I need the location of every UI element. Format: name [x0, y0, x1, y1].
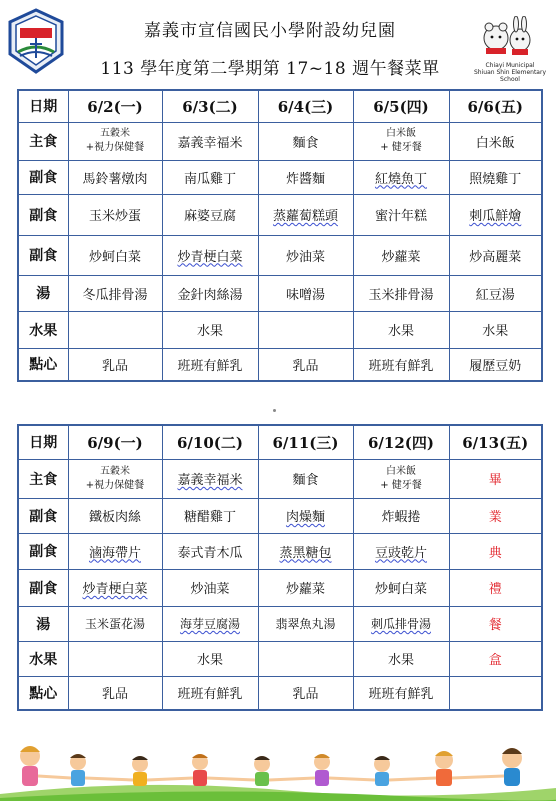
- date-row: [18, 425, 542, 459]
- snack-label: 點心: [18, 676, 68, 710]
- menu-cell: 翡翠魚丸湯: [258, 606, 353, 641]
- graduation-char: 餐: [449, 606, 542, 641]
- menu-cell: 炒油菜: [258, 235, 353, 275]
- menu-cell: 麵食: [258, 459, 353, 498]
- menu-cell: [68, 311, 162, 348]
- graduation-char: 典: [449, 533, 542, 569]
- menu-cell: 炒蚵白菜: [353, 569, 449, 606]
- menu-cell: 玉米蛋花湯: [68, 606, 162, 641]
- day-header: 6/2(一): [68, 90, 162, 122]
- graduation-char: 畢: [449, 459, 542, 498]
- menu-title: 113 學年度第二學期第 17~18 週午餐菜單: [100, 59, 440, 79]
- week1-menu-table: [17, 89, 543, 382]
- menu-cell: 炒青梗白菜: [162, 235, 258, 275]
- snack-row: [18, 676, 542, 710]
- menu-cell: 水果: [449, 311, 542, 348]
- menu-cell: 蜜汁年糕: [353, 194, 449, 235]
- menu-cell: 乳品: [258, 348, 353, 381]
- page-header: [0, 0, 556, 84]
- menu-cell: 肉燥麵: [258, 498, 353, 533]
- menu-cell: 乳品: [258, 676, 353, 710]
- day-header: 6/5(四): [353, 90, 449, 122]
- menu-cell: 馬鈴薯燉肉: [68, 160, 162, 194]
- side1-row: [18, 160, 542, 194]
- week2-menu-table: [17, 424, 543, 711]
- menu-cell: 水果: [162, 311, 258, 348]
- menu-cell: 五穀米 +視力保健餐: [68, 122, 162, 160]
- menu-cell: 炒青梗白菜: [68, 569, 162, 606]
- menu-cell: 麻婆豆腐: [162, 194, 258, 235]
- menu-cell: 照燒雞丁: [449, 160, 542, 194]
- day-header: 6/6(五): [449, 90, 542, 122]
- menu-cell: 南瓜雞丁: [162, 160, 258, 194]
- menu-cell: 麵食: [258, 122, 353, 160]
- date-row: [18, 90, 542, 122]
- menu-cell: 班班有鮮乳: [162, 348, 258, 381]
- children-illustration: [0, 738, 556, 801]
- menu-cell: 蒸黑糖包: [258, 533, 353, 569]
- menu-cell: 紅燒魚丁: [353, 160, 449, 194]
- fruit-label: 水果: [18, 641, 68, 676]
- menu-cell: 味噌湯: [258, 275, 353, 311]
- menu-cell: 炒油菜: [162, 569, 258, 606]
- snack-label: 點心: [18, 348, 68, 381]
- menu-cell: 泰式青木瓜: [162, 533, 258, 569]
- menu-cell: 水果: [353, 311, 449, 348]
- menu-cell: [258, 641, 353, 676]
- side1-row: [18, 498, 542, 533]
- side-label: 副食: [18, 569, 68, 606]
- menu-cell: 水果: [353, 641, 449, 676]
- menu-cell: 五穀米 +視力保健餐: [68, 459, 162, 498]
- menu-cell: 履歷豆奶: [449, 348, 542, 381]
- menu-cell: [258, 311, 353, 348]
- day-header: 6/4(三): [258, 90, 353, 122]
- menu-cell: 班班有鮮乳: [353, 676, 449, 710]
- menu-cell: 白米飯 + 健牙餐: [353, 459, 449, 498]
- menu-cell: 鐵板肉絲: [68, 498, 162, 533]
- graduation-char: 業: [449, 498, 542, 533]
- side3-row: [18, 235, 542, 275]
- fruit-row: [18, 311, 542, 348]
- graduation-char: 禮: [449, 569, 542, 606]
- side-label: 副食: [18, 194, 68, 235]
- fruit-row: [18, 641, 542, 676]
- school-logo: [6, 8, 66, 74]
- school-english-name: Chiayi Municipal Shiuan Shin Elementary School: [474, 62, 546, 83]
- menu-cell: 乳品: [68, 676, 162, 710]
- side-label: 副食: [18, 160, 68, 194]
- staple-row: [18, 459, 542, 498]
- day-header: 6/9(一): [68, 425, 162, 459]
- menu-cell: 冬瓜排骨湯: [68, 275, 162, 311]
- menu-cell: 炸醬麵: [258, 160, 353, 194]
- menu-cell: 刺瓜鮮燴: [449, 194, 542, 235]
- menu-cell: 海芽豆腐湯: [162, 606, 258, 641]
- menu-cell: 玉米排骨湯: [353, 275, 449, 311]
- menu-cell: [449, 676, 542, 710]
- menu-cell: 嘉義幸福米: [162, 459, 258, 498]
- day-header: 6/13(五): [449, 425, 542, 459]
- mascot-logo: [470, 16, 550, 83]
- menu-cell: 炒蘿菜: [258, 569, 353, 606]
- menu-cell: 白米飯: [449, 122, 542, 160]
- day-header: 6/10(二): [162, 425, 258, 459]
- menu-cell: 糖醋雞丁: [162, 498, 258, 533]
- fruit-label: 水果: [18, 311, 68, 348]
- side2-row: [18, 194, 542, 235]
- menu-cell: 嘉義幸福米: [162, 122, 258, 160]
- menu-cell: [68, 641, 162, 676]
- side2-row: [18, 533, 542, 569]
- date-label: 日期: [18, 90, 68, 122]
- menu-cell: 玉米炒蛋: [68, 194, 162, 235]
- menu-cell: 炸蝦捲: [353, 498, 449, 533]
- school-title: 嘉義市宣信國民小學附設幼兒園: [144, 21, 396, 41]
- menu-cell: 班班有鮮乳: [353, 348, 449, 381]
- soup-row: [18, 606, 542, 641]
- menu-cell: 刺瓜排骨湯: [353, 606, 449, 641]
- menu-cell: 水果: [162, 641, 258, 676]
- snack-row: [18, 348, 542, 381]
- menu-cell: 豆豉乾片: [353, 533, 449, 569]
- menu-cell: 蒸蘿蔔糕頭: [258, 194, 353, 235]
- side3-row: [18, 569, 542, 606]
- graduation-char: 盒: [449, 641, 542, 676]
- staple-label: 主食: [18, 122, 68, 160]
- menu-cell: 白米飯 + 健牙餐: [353, 122, 449, 160]
- day-header: 6/12(四): [353, 425, 449, 459]
- staple-row: [18, 122, 542, 160]
- menu-cell: 炒高麗菜: [449, 235, 542, 275]
- separator-dot: [273, 409, 276, 412]
- menu-cell: 紅豆湯: [449, 275, 542, 311]
- soup-label: 湯: [18, 275, 68, 311]
- menu-cell: 炒蘿菜: [353, 235, 449, 275]
- day-header: 6/3(二): [162, 90, 258, 122]
- menu-cell: 乳品: [68, 348, 162, 381]
- date-label: 日期: [18, 425, 68, 459]
- staple-label: 主食: [18, 459, 68, 498]
- menu-cell: 炒蚵白菜: [68, 235, 162, 275]
- menu-cell: 金針肉絲湯: [162, 275, 258, 311]
- soup-row: [18, 275, 542, 311]
- day-header: 6/11(三): [258, 425, 353, 459]
- soup-label: 湯: [18, 606, 68, 641]
- menu-cell: 班班有鮮乳: [162, 676, 258, 710]
- side-label: 副食: [18, 533, 68, 569]
- side-label: 副食: [18, 498, 68, 533]
- side-label: 副食: [18, 235, 68, 275]
- menu-cell: 滷海帶片: [68, 533, 162, 569]
